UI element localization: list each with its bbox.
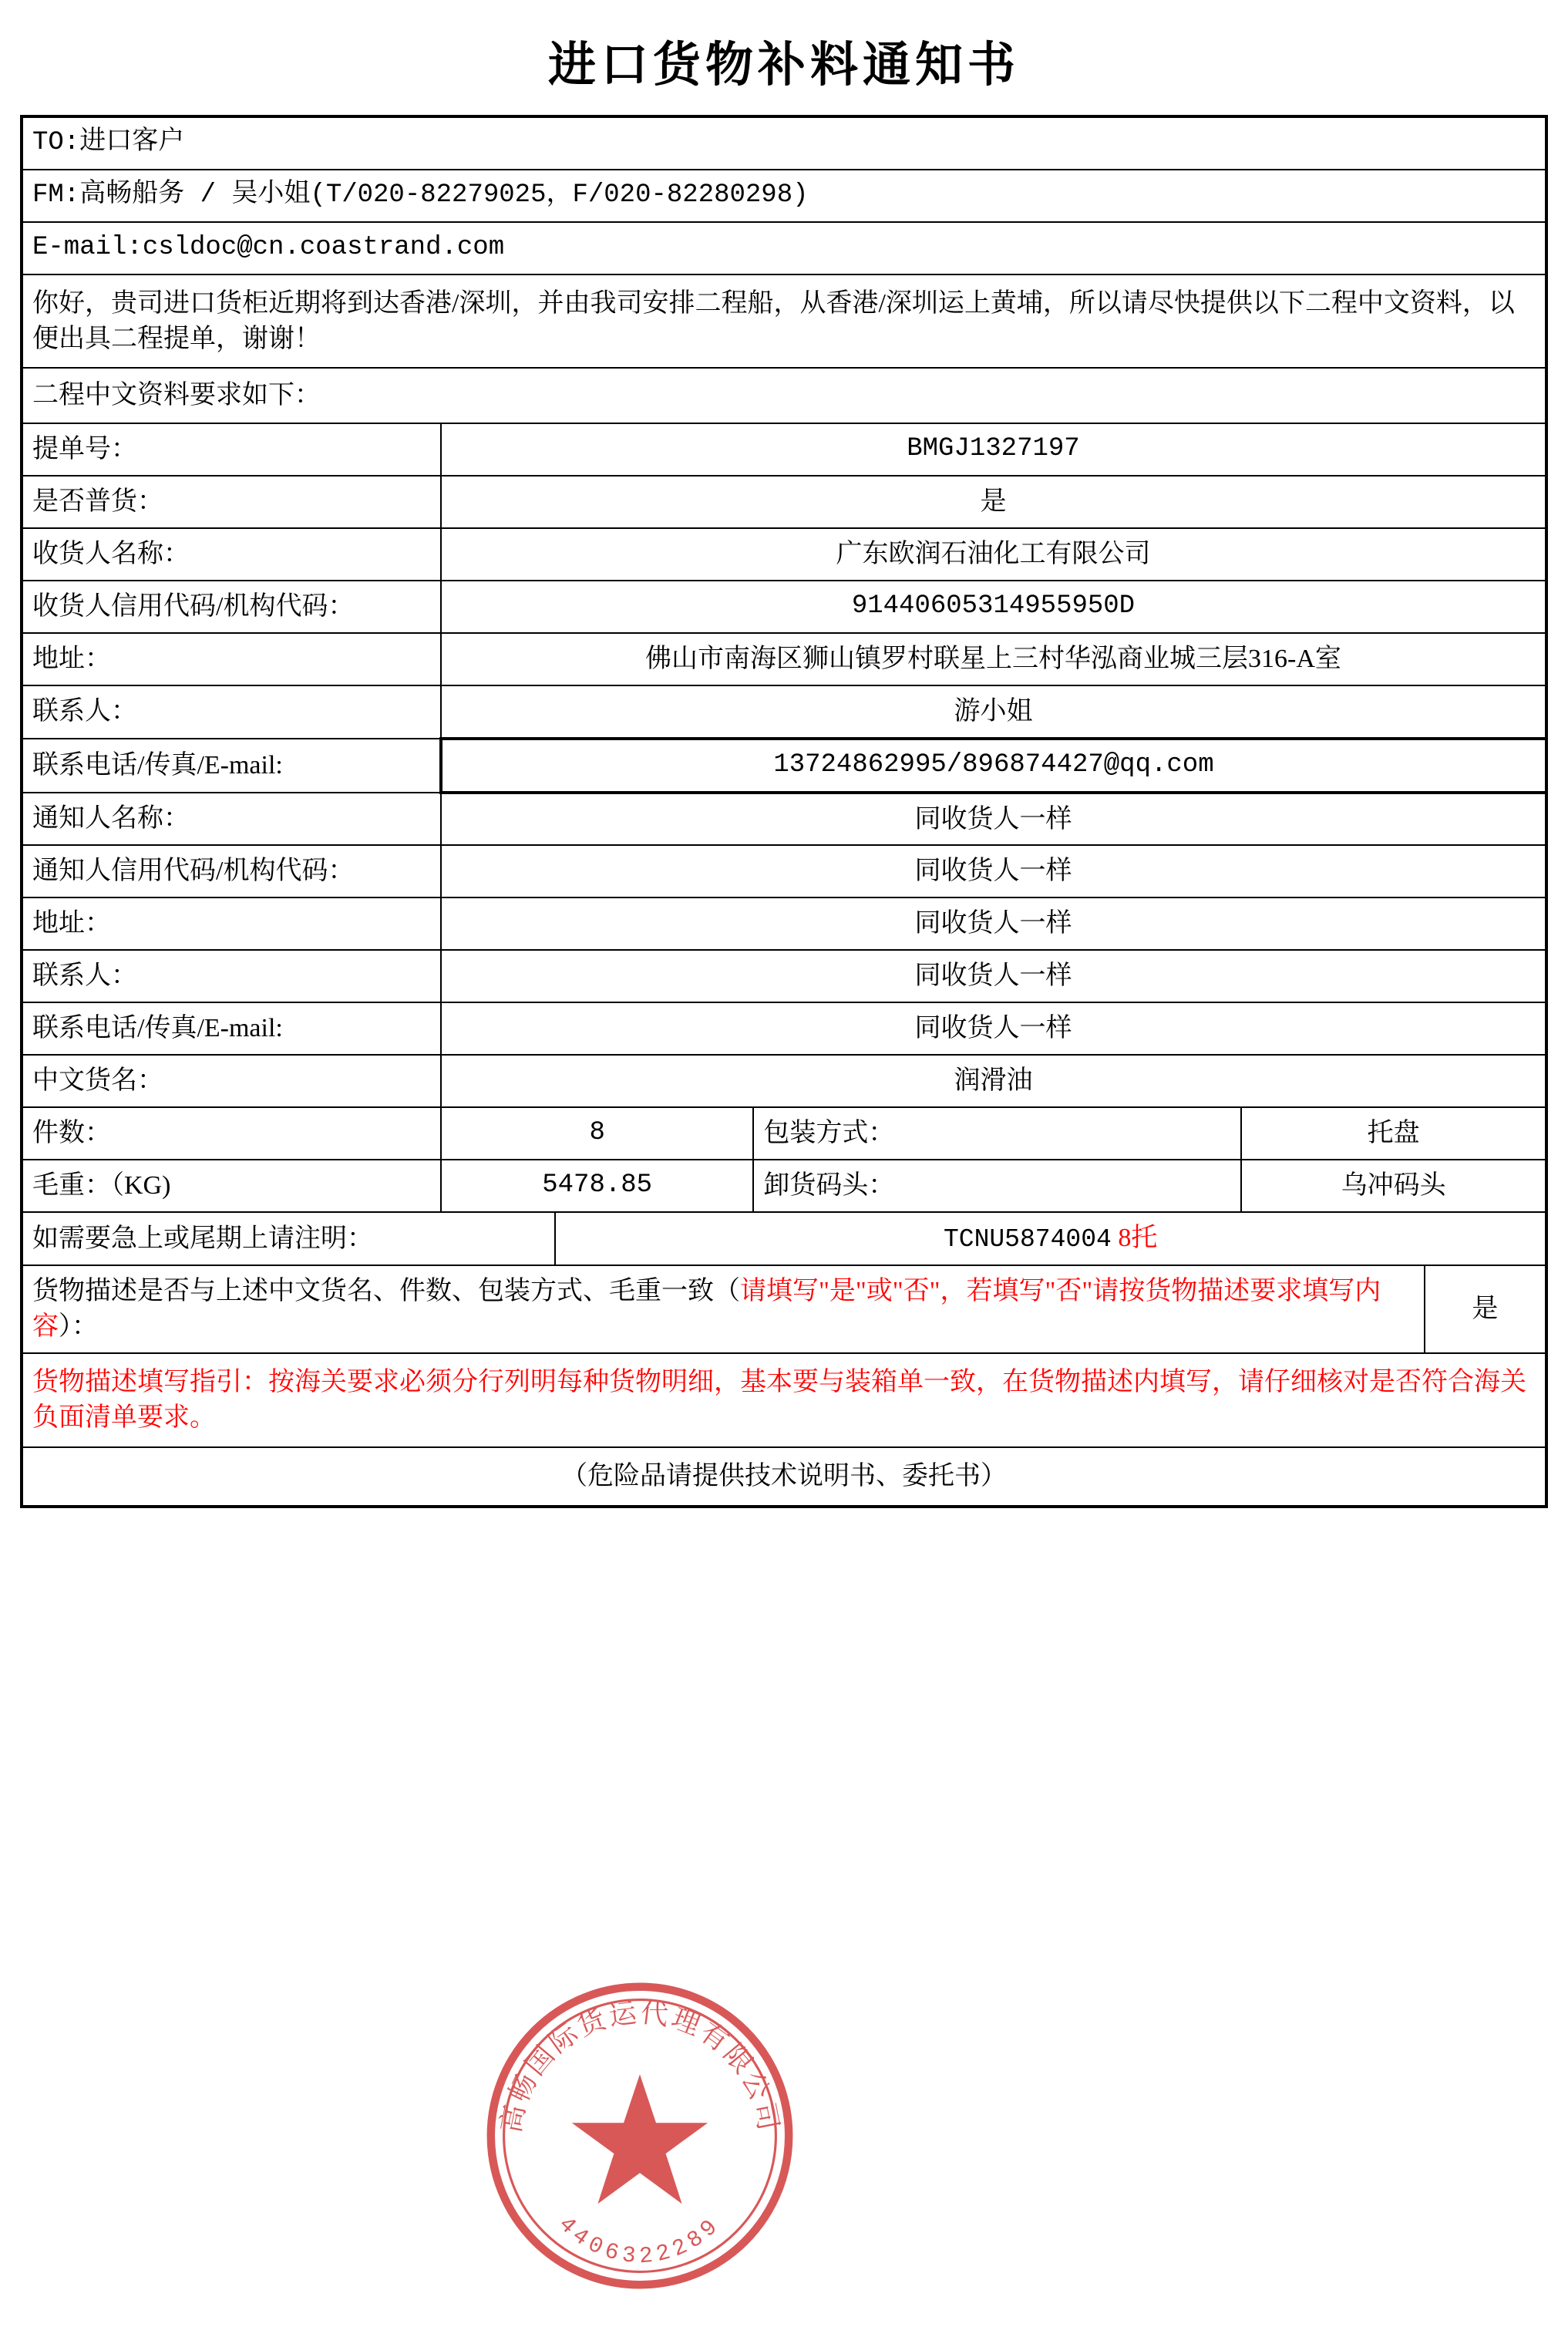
- urgent-container-number: TCNU5874004: [943, 1224, 1112, 1254]
- svg-text:4406322289: 4406322289: [553, 2211, 727, 2270]
- table-row-urgent: [22, 1212, 1546, 1266]
- table-row-to: [22, 116, 1546, 170]
- table-row-consignee-name: [22, 528, 1546, 581]
- weight-label: 毛重：（KG): [22, 1160, 441, 1212]
- table-row-consignee-address: [22, 633, 1546, 685]
- table-row-notify-name: [22, 793, 1546, 846]
- terminal-value: 乌冲码头: [1241, 1160, 1546, 1212]
- packages-label: 件数：: [22, 1107, 441, 1160]
- bl-label: 提单号：: [22, 423, 441, 476]
- guide-text: 货物描述填写指引：按海关要求必须分行列明每种货物明细，基本要与装箱单一致，在货物描述内填写，请仔细核对是否符合海关负面清单要求。: [22, 1353, 1546, 1447]
- packing-label: 包装方式：: [753, 1107, 1241, 1160]
- table-row-section: [22, 368, 1546, 423]
- fm-cell: FM:高畅船务 / 吴小姐(T/020-82279025，F/020-82280298): [22, 170, 1546, 222]
- section-heading: 二程中文资料要求如下：: [22, 368, 1546, 423]
- notify-contact-value: 同收货人一样: [441, 950, 1546, 1002]
- consignee-contact-value: 游小姐: [441, 685, 1546, 739]
- notify-tel-value: 同收货人一样: [441, 1002, 1546, 1055]
- packing-value: 托盘: [1241, 1107, 1546, 1160]
- urgent-value: [555, 1212, 1546, 1266]
- consignee-tel-label: 联系电话/传真/E-mail:: [22, 739, 441, 793]
- svg-text:高畅国际货运代理有限公司: 高畅国际货运代理有限公司: [495, 1997, 785, 2136]
- notice-table: [20, 115, 1548, 1508]
- consignee-address-value: 佛山市南海区狮山镇罗村联星上三村华泓商业城三层316-A室: [441, 633, 1546, 685]
- table-row-notify-tel: [22, 1002, 1546, 1055]
- notify-tel-label: 联系电话/传真/E-mail:: [22, 1002, 441, 1055]
- terminal-label: 卸货码头：: [753, 1160, 1241, 1212]
- table-row-consignee-tel: [22, 739, 1546, 793]
- footer-note: （危险品请提供技术说明书、委托书）: [22, 1447, 1546, 1507]
- table-row-fm: [22, 170, 1546, 222]
- urgent-pallet-note: 8托: [1118, 1223, 1158, 1252]
- consistency-text-part1: 货物描述是否与上述中文货名、件数、包装方式、毛重一致（: [32, 1277, 740, 1306]
- notify-name-value: 同收货人一样: [441, 793, 1546, 846]
- notify-address-value: 同收货人一样: [441, 897, 1546, 950]
- notify-code-value: 同收货人一样: [441, 845, 1546, 897]
- table-row-footer: [22, 1447, 1546, 1507]
- weight-value: 5478.85: [441, 1160, 753, 1212]
- table-row-notify-contact: [22, 950, 1546, 1002]
- packages-value: 8: [441, 1107, 753, 1160]
- urgent-label: 如需要急上或尾期上请注明：: [22, 1212, 555, 1266]
- consignee-address-label: 地址：: [22, 633, 441, 685]
- table-row-bl: [22, 423, 1546, 476]
- table-row-consignee-contact: [22, 685, 1546, 739]
- consistency-text-red: 请填写"是"或"否"，若填写"否"请按货物描述要求填写内容: [32, 1277, 1381, 1342]
- table-row-intro: [22, 274, 1546, 369]
- consistency-text-part2: ）：: [59, 1312, 98, 1342]
- consignee-code-label: 收货人信用代码/机构代码：: [22, 581, 441, 633]
- general-cargo-value: 是: [441, 476, 1546, 528]
- table-row-notify-address: [22, 897, 1546, 950]
- consignee-name-label: 收货人名称：: [22, 528, 441, 581]
- consignee-tel-value: 13724862995/896874427@qq.com: [441, 739, 1546, 793]
- email-cell: E-mail:csldoc@cn.coastrand.com: [22, 222, 1546, 274]
- bl-value: BMGJ1327197: [441, 423, 1546, 476]
- general-cargo-label: 是否普货：: [22, 476, 441, 528]
- cargo-name-label: 中文货名：: [22, 1055, 441, 1107]
- cargo-name-value: 润滑油: [441, 1055, 1546, 1107]
- notify-contact-label: 联系人：: [22, 950, 441, 1002]
- table-row-guide: [22, 1353, 1546, 1447]
- table-row-packages: [22, 1107, 1546, 1160]
- notify-address-label: 地址：: [22, 897, 441, 950]
- table-row-notify-code: [22, 845, 1546, 897]
- notify-code-label: 通知人信用代码/机构代码：: [22, 845, 441, 897]
- table-row-consistency: [22, 1265, 1546, 1353]
- consignee-contact-label: 联系人：: [22, 685, 441, 739]
- table-row-weight: [22, 1160, 1546, 1212]
- table-row-cargo-name: [22, 1055, 1546, 1107]
- consignee-name-value: 广东欧润石油化工有限公司: [441, 528, 1546, 581]
- notify-name-label: 通知人名称：: [22, 793, 441, 846]
- to-cell: TO:进口客户: [22, 116, 1546, 170]
- table-row-consignee-code: [22, 581, 1546, 633]
- consistency-question: [22, 1265, 1425, 1353]
- consistency-answer: 是: [1425, 1265, 1546, 1353]
- table-row-general-cargo: [22, 476, 1546, 528]
- intro-text: 你好，贵司进口货柜近期将到达香港/深圳，并由我司安排二程船，从香港/深圳运上黄埔，所以请尽快提供以下二程中文资料，以便出具二程提单，谢谢！: [22, 274, 1546, 369]
- table-row-email: [22, 222, 1546, 274]
- company-seal-stamp: [478, 1974, 802, 2298]
- consignee-code-value: 91440605314955950D: [441, 581, 1546, 633]
- page-title: 进口货物补料通知书: [547, 39, 1020, 92]
